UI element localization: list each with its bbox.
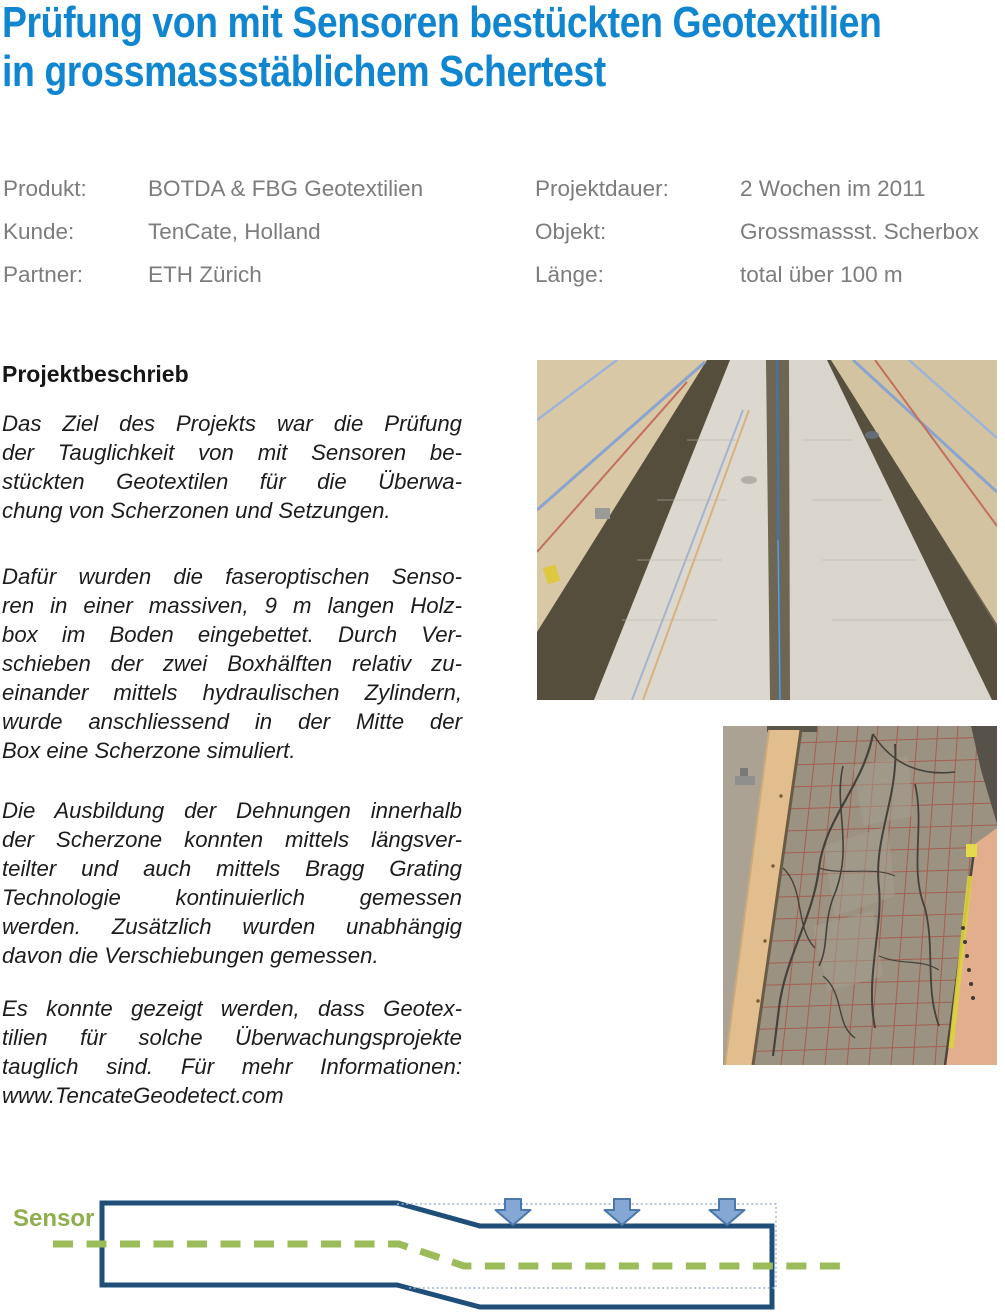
meta-label-laenge: Länge: xyxy=(535,262,604,287)
meta-label-kunde: Kunde: xyxy=(3,219,75,244)
paragraph-line: schieben der zwei Boxhälften relativ zu- xyxy=(2,651,462,676)
page-title-line-1: Prüfung von mit Sensoren bestückten Geotextilien xyxy=(2,0,882,47)
paragraph-line: werden. Zusätzlich wurden unabhängig xyxy=(2,914,462,939)
paragraph-1 xyxy=(2,409,462,525)
paragraph-line: Technologie kontinuierlich gemessen xyxy=(2,885,462,910)
photo-geotextiles-in-shearbox xyxy=(537,360,997,700)
paragraph-line: Die Ausbildung der Dehnungen innerhalb xyxy=(2,798,462,823)
paragraph-4 xyxy=(2,994,462,1110)
meta-value-projektdauer: 2 Wochen im 2011 xyxy=(740,176,926,201)
meta-value-objekt: Grossmassst. Scherbox xyxy=(740,219,979,244)
paragraph-line: der Scherzone konnten mittels längsver- xyxy=(2,827,462,852)
down-arrow-icon xyxy=(496,1199,531,1225)
metal-clamp-head xyxy=(740,768,748,776)
paragraph-line: einander mittels hydraulischen Zylindern, xyxy=(2,680,462,705)
shearbox-diagram xyxy=(0,1180,1005,1312)
paragraph-line: davon die Verschiebungen gemessen. xyxy=(2,943,379,968)
meta-value-produkt: BOTDA & FBG Geotextilien xyxy=(148,176,424,201)
paragraph-line: wurde anschliessend in der Mitte der xyxy=(2,709,462,734)
meta-value-partner: ETH Zürich xyxy=(148,262,262,287)
section-heading: Projektbeschrieb xyxy=(2,361,189,387)
textile-mark xyxy=(865,431,879,439)
paragraph-line: Box eine Scherzone simuliert. xyxy=(2,738,296,763)
paragraph-line: www.TencateGeodetect.com xyxy=(2,1083,284,1108)
metal-bracket xyxy=(595,508,610,519)
down-arrow-icon xyxy=(710,1199,745,1225)
paragraph-line: Es konnte gezeigt werden, dass Geotex- xyxy=(2,996,462,1021)
paragraph-line: tilien für solche Überwachungsprojekte xyxy=(2,1025,462,1050)
page-title-line-2: in grossmassstäblichem Schertest xyxy=(2,47,606,96)
metal-clamp xyxy=(735,776,755,785)
textile-smudge xyxy=(741,476,757,484)
meta-label-projektdauer: Projektdauer: xyxy=(535,176,669,201)
paragraph-line: der Tauglichkeit von mit Sensoren be- xyxy=(2,440,462,465)
paragraph-line: tauglich sind. Für mehr Informationen: xyxy=(2,1054,462,1079)
load-arrows xyxy=(496,1199,745,1225)
meta-label-partner: Partner: xyxy=(3,262,84,287)
meta-value-laenge: total über 100 m xyxy=(740,262,903,287)
paragraph-line: ren in einer massiven, 9 m langen Holz- xyxy=(2,593,462,618)
paragraph-2 xyxy=(2,562,462,765)
sensor-label: Sensor xyxy=(13,1205,95,1232)
down-arrow-icon xyxy=(605,1199,640,1225)
yellow-tag xyxy=(966,844,977,857)
paragraph-line: chung von Scherzonen und Setzungen. xyxy=(2,498,391,523)
paragraph-line: teilter und auch mittels Bragg Grating xyxy=(2,856,462,881)
paragraph-line: box im Boden eingebettet. Durch Ver- xyxy=(2,622,462,647)
meta-label-produkt: Produkt: xyxy=(3,176,87,201)
meta-value-kunde: TenCate, Holland xyxy=(148,219,321,244)
photo-shear-zone-cracks xyxy=(723,726,997,1065)
paragraph-line: Dafür wurden die faseroptischen Senso- xyxy=(2,564,462,589)
paragraph-3 xyxy=(2,796,462,970)
paragraph-line: Das Ziel des Projekts war die Prüfung xyxy=(2,411,462,436)
paragraph-line: stückten Geotextilen für die Überwa- xyxy=(2,469,462,494)
page-title xyxy=(2,0,881,96)
meta-label-objekt: Objekt: xyxy=(535,219,607,244)
